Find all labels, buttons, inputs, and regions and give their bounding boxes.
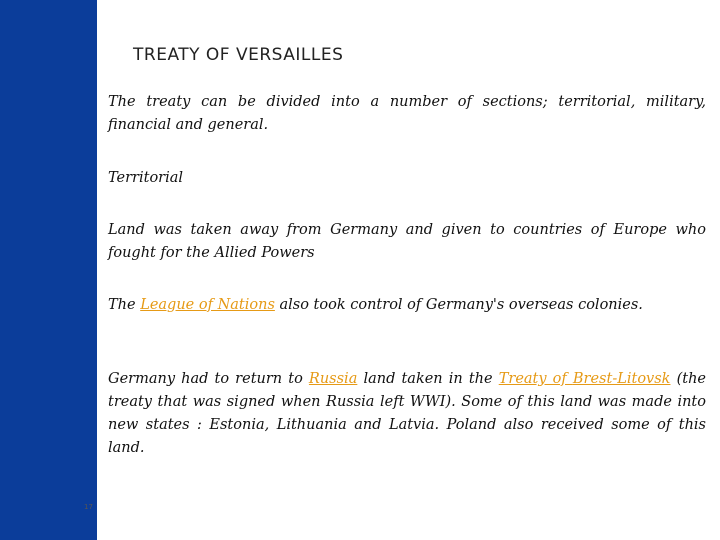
intro-paragraph: The treaty can be divided into a number of sections; territorial, military, financial and general. xyxy=(108,94,706,133)
land-paragraph: Land was taken away from Germany and given to countries of Europe who fought for the Allied Powers xyxy=(108,222,706,261)
germany-text-3: (the treaty that was signed when Russia left WWI). Some of this land was made into new states : Estonia, Lithuania and Latvia. Poland also received some of this land. xyxy=(108,371,706,456)
territorial-heading: Territorial xyxy=(108,170,184,186)
russia-link[interactable]: Russia xyxy=(308,371,358,387)
league-paragraph xyxy=(108,294,706,317)
league-text-after: also took control of Germany's overseas colonies. xyxy=(274,297,643,313)
germany-text-2: land taken in the xyxy=(357,371,499,387)
league-text-before: The xyxy=(108,297,141,313)
slide-title: TREATY OF VERSAILLES xyxy=(133,45,344,65)
germany-paragraph xyxy=(108,368,706,460)
league-of-nations-link[interactable]: League of Nations xyxy=(140,297,275,313)
treaty-of-link[interactable]: Treaty of xyxy=(498,371,573,387)
germany-text-1: Germany had to return to xyxy=(108,371,309,387)
slide-number: 17 xyxy=(84,503,93,511)
side-bar xyxy=(0,0,97,540)
brest-litovsk-link[interactable]: Brest-Litovsk xyxy=(572,371,671,387)
